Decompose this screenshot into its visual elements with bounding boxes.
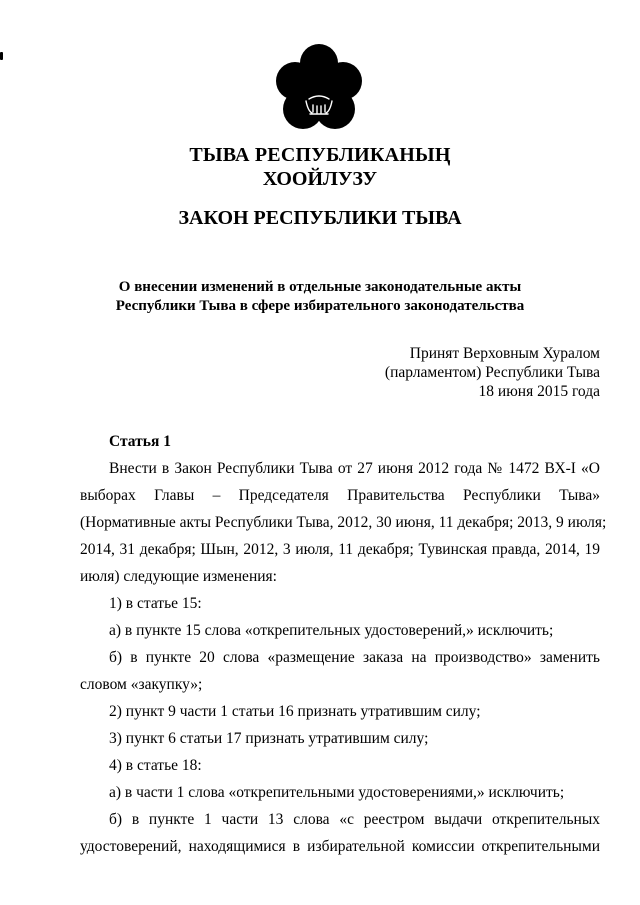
body-line: словом «закупку»;	[80, 676, 203, 693]
list-item: б) в пункте 1 части 13 слова «с реестром выдачи открепительных	[109, 811, 600, 828]
body-line: удостоверений, находящимися в избирательной комиссии открепительными	[80, 838, 600, 855]
tuva-emblem-icon	[273, 43, 365, 133]
adoption-date: 18 июня 2015 года	[478, 383, 600, 400]
law-title: ЗАКОН РЕСПУБЛИКИ ТЫВА	[178, 207, 462, 229]
title-tuvan-line1: ТЫВА РЕСПУБЛИКАНЫҢ	[189, 144, 451, 166]
article-body	[80, 455, 607, 860]
list-item: 1) в статье 15:	[109, 595, 202, 612]
list-item: а) в части 1 слова «открепительными удостоверениями,» исключить;	[109, 784, 565, 801]
scan-mark	[0, 52, 3, 60]
list-item: б) в пункте 20 слова «размещение заказа на производство» заменить	[109, 649, 600, 666]
adoption-line: Принят Верховным Хуралом	[409, 345, 600, 362]
list-item: 4) в статье 18:	[109, 757, 202, 774]
list-item: 2) пункт 9 части 1 статьи 16 признать утратившим силу;	[109, 703, 481, 720]
law-subject	[90, 278, 550, 316]
list-item: а) в пункте 15 слова «открепительных удостоверений,» исключить;	[109, 622, 554, 639]
law-subject-line: О внесении изменений в отдельные законодательные акты	[118, 279, 522, 295]
body-line: 2014, 31 декабря; Шын, 2012, 3 июля, 11 декабря; Тувинская правда, 2014, 19	[80, 541, 600, 558]
law-subject-line: Республики Тыва в сфере избирательного законодательства	[115, 298, 525, 314]
body-line: Внести в Закон Республики Тыва от 27 июня 2012 года № 1472 ВХ-I «О	[109, 460, 600, 477]
body-line: выборах Главы – Председателя Правительства Республики Тыва»	[80, 487, 600, 504]
adoption-note	[385, 344, 600, 401]
list-item: 3) пункт 6 статьи 17 признать утратившим силу;	[109, 730, 429, 747]
article-heading: Статья 1	[109, 433, 171, 450]
body-line: (Нормативные акты Республики Тыва, 2012, 30 июня, 11 декабря; 2013, 9 июля;	[80, 514, 607, 531]
body-line: июля) следующие изменения:	[80, 568, 277, 585]
title-tuvan-line2: ХООЙЛУЗУ	[262, 168, 378, 190]
adoption-line: (парламентом) Республики Тыва	[384, 364, 600, 381]
